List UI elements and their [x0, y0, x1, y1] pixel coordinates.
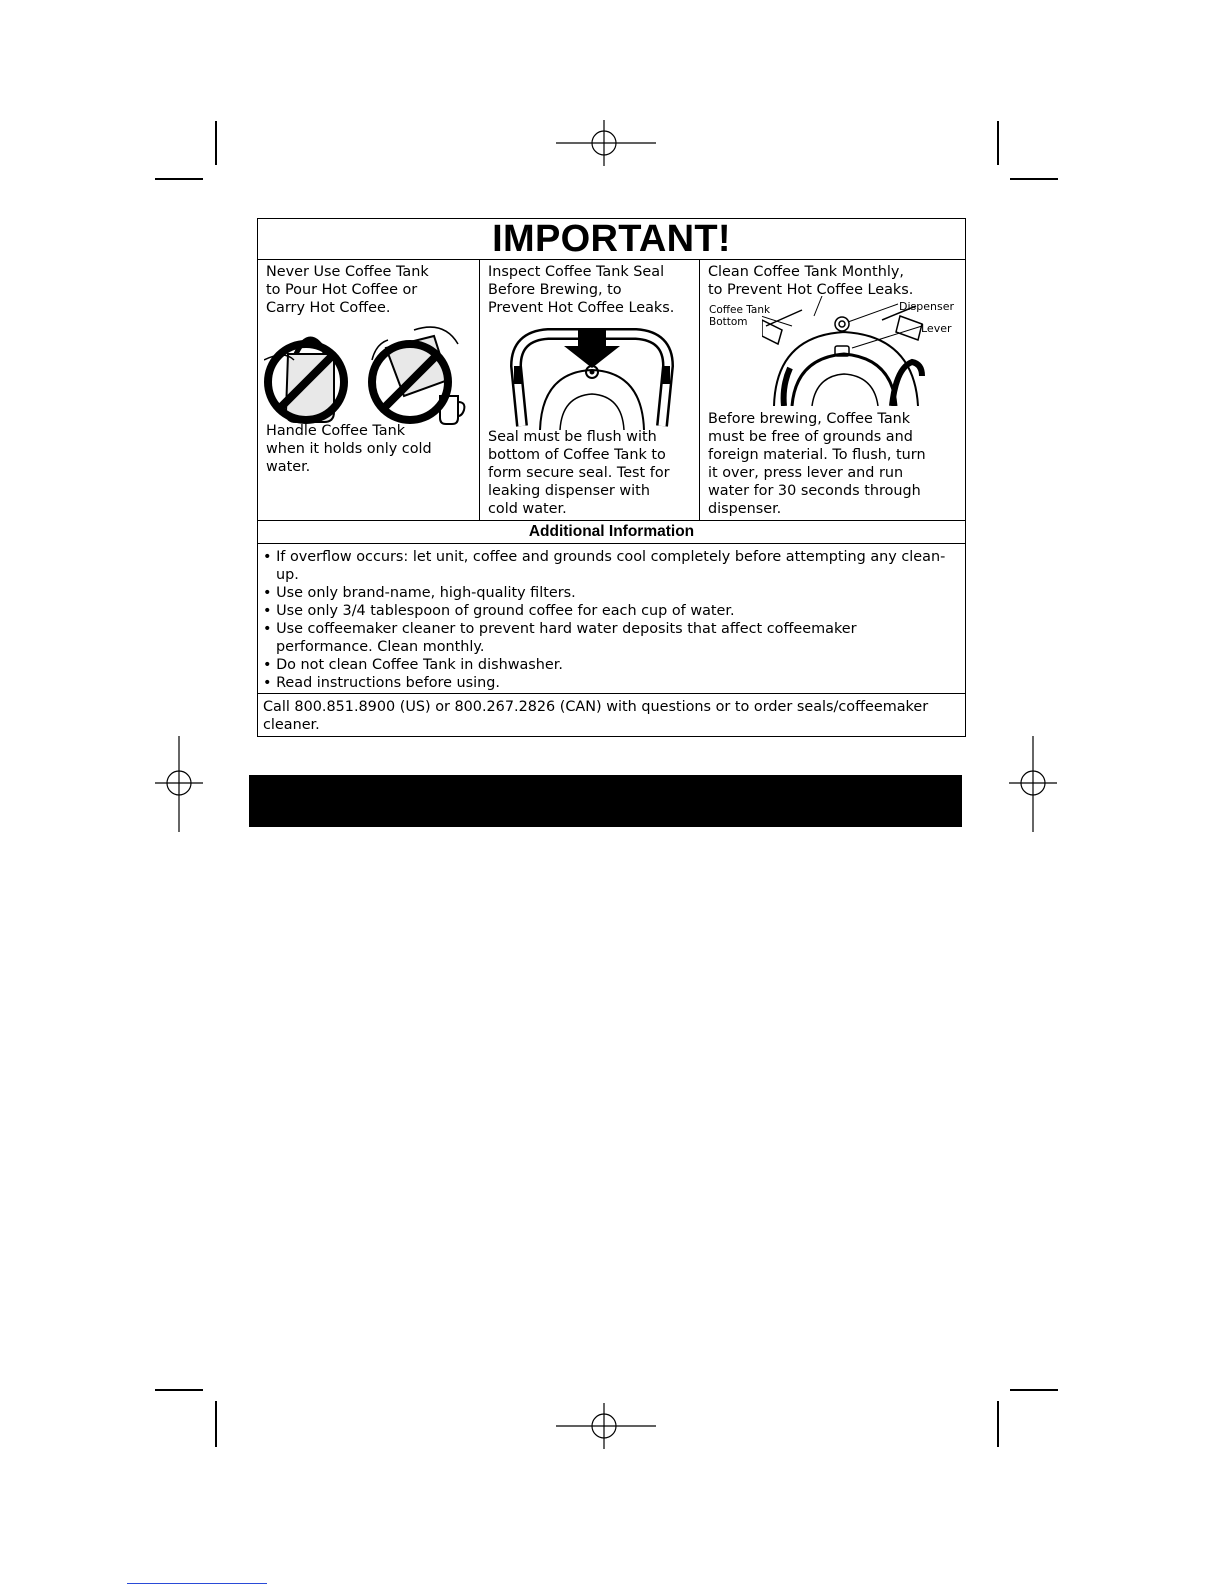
crop-mark [215, 121, 217, 165]
registration-mark-icon [1009, 736, 1057, 832]
additional-info-heading: Additional Information [258, 520, 965, 544]
footer-rule [127, 1583, 267, 1584]
panel-caption: Seal must be flush with bottom of Coffee Tank to form secure seal. Test for leaking dispenser with cold water. [488, 429, 670, 517]
list-item: • Use coffeemaker cleaner to prevent hard water deposits that affect coffeemaker performance. Clean monthly. [263, 621, 857, 655]
crop-mark [997, 1401, 999, 1447]
crop-mark [215, 1401, 217, 1447]
crop-mark [1010, 1389, 1058, 1391]
crop-mark [997, 121, 999, 165]
seal-illustration [508, 326, 676, 430]
panel-pour-warning [258, 260, 480, 520]
list-item: • If overflow occurs: let unit, coffee and grounds cool completely before attempting any clean-up. [263, 549, 946, 583]
black-banner [249, 775, 962, 827]
crop-mark [155, 178, 203, 180]
label-lever: Lever [921, 322, 952, 335]
tank-bottom-illustration [762, 296, 927, 406]
crop-mark [155, 1389, 203, 1391]
registration-mark-icon [556, 1403, 656, 1449]
list-item: • Do not clean Coffee Tank in dishwasher. [263, 657, 563, 673]
crop-mark [1010, 178, 1058, 180]
label-dispenser: Dispenser [899, 300, 954, 313]
panel-caption: Handle Coffee Tank when it holds only cold water. [266, 423, 432, 475]
panel-heading: Clean Coffee Tank Monthly, to Prevent Hot Coffee Leaks. [708, 264, 914, 298]
registration-mark-icon [155, 736, 203, 832]
notice-title: IMPORTANT! [258, 219, 965, 260]
additional-info-list [263, 548, 953, 692]
no-pour-illustration [264, 320, 476, 432]
list-item: • Use only brand-name, high-quality filters. [263, 585, 576, 601]
important-notice-card [257, 218, 966, 737]
registration-mark-icon [556, 120, 656, 166]
panel-seal-inspection [480, 260, 700, 520]
panel-heading: Inspect Coffee Tank Seal Before Brewing, to Prevent Hot Coffee Leaks. [488, 264, 675, 316]
contact-info: Call 800.851.8900 (US) or 800.267.2826 (CAN) with questions or to order seals/coffeemaker cleaner. [258, 693, 965, 738]
panel-monthly-cleaning [700, 260, 965, 520]
panel-caption: Before brewing, Coffee Tank must be free of grounds and foreign material. To flush, turn it over, press lever and run water for 30 seconds through dispenser. [708, 411, 926, 517]
panel-heading: Never Use Coffee Tank to Pour Hot Coffee or Carry Hot Coffee. [266, 264, 429, 316]
list-item: • Read instructions before using. [263, 675, 500, 691]
list-item: • Use only 3/4 tablespoon of ground coffee for each cup of water. [263, 603, 735, 619]
label-tank-bottom: Coffee Tank Bottom [709, 304, 771, 328]
